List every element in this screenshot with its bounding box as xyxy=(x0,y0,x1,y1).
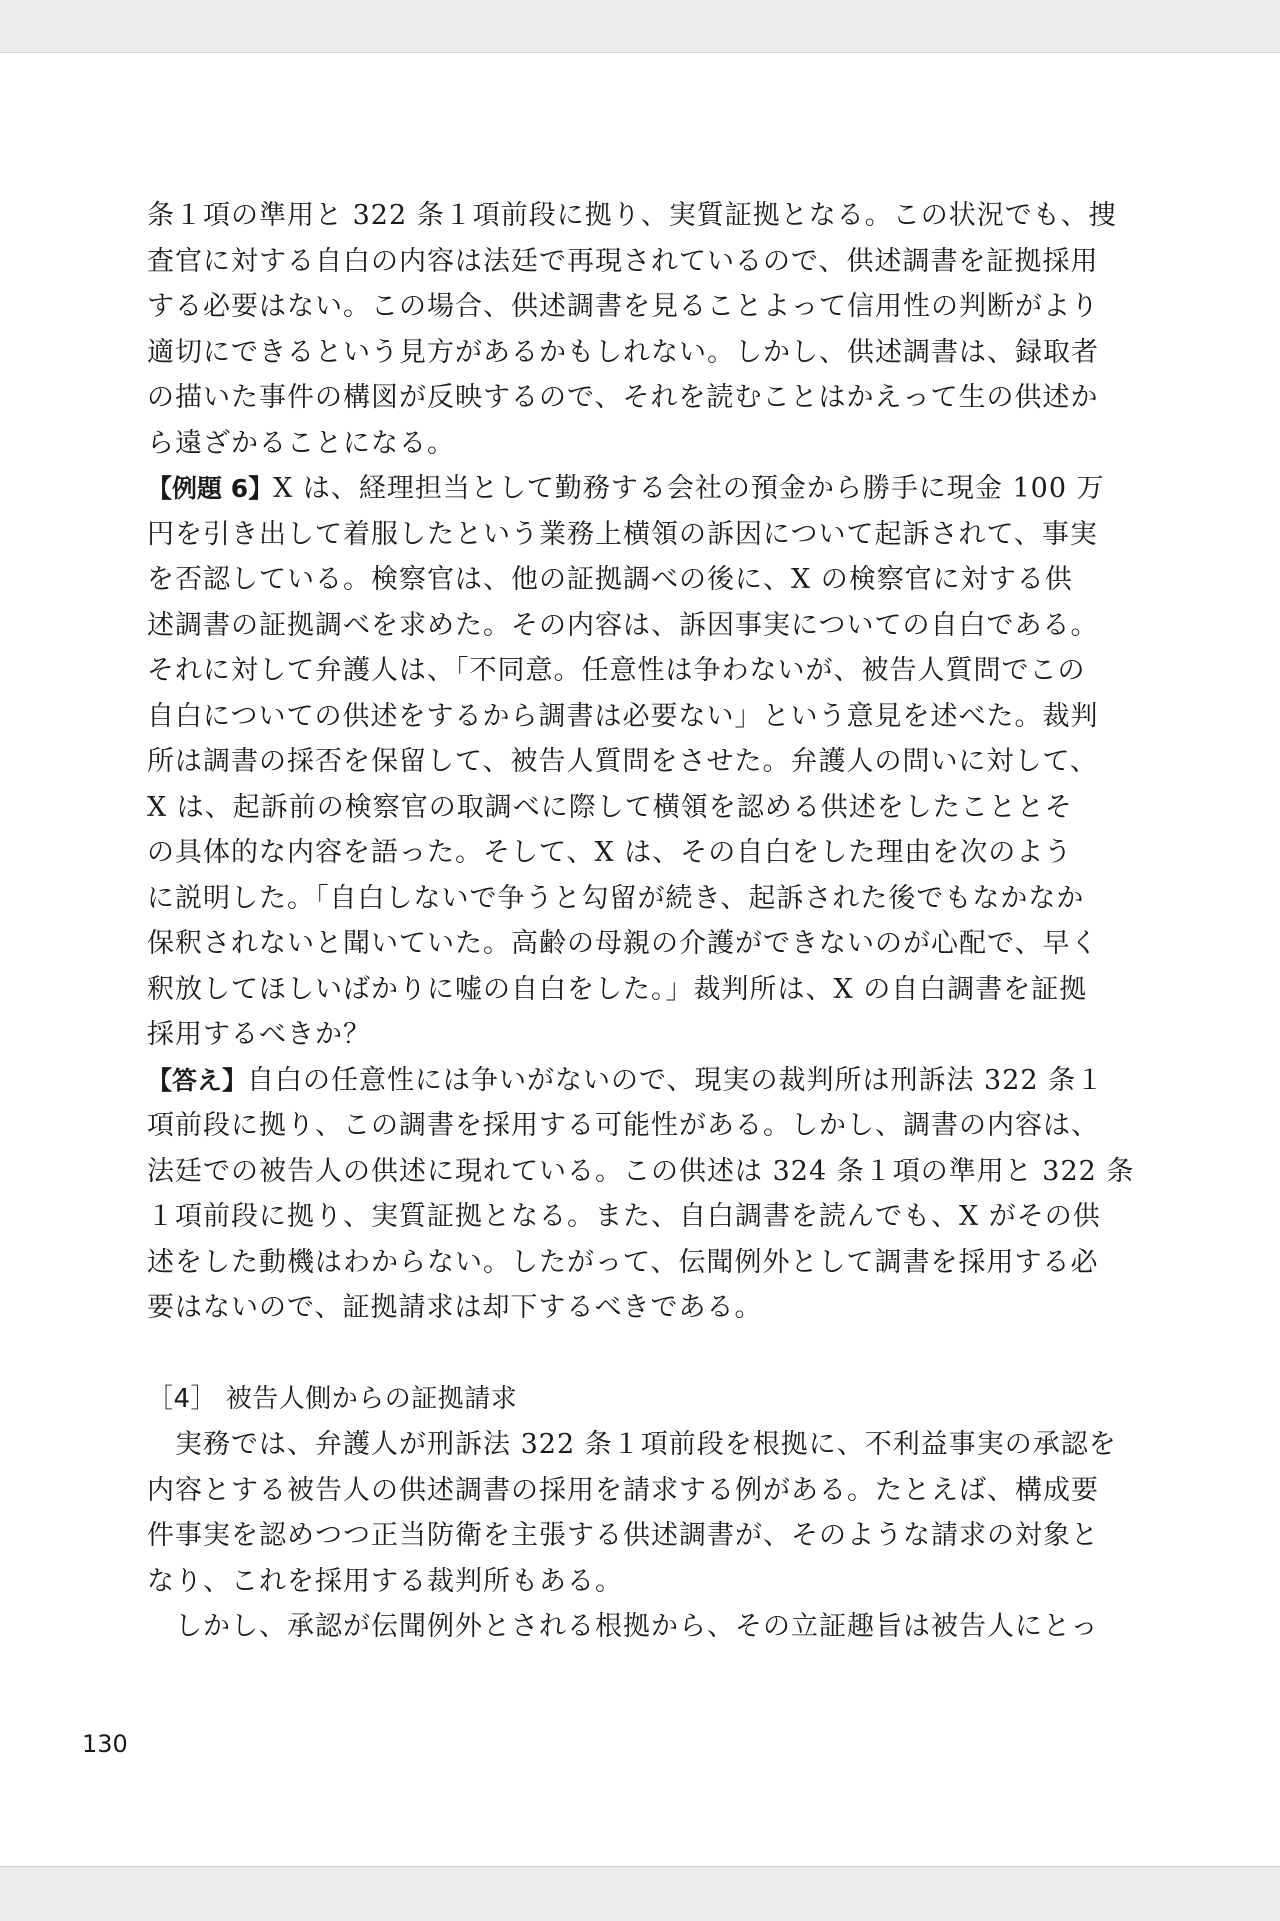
text-line: の具体的な内容を語った。そして、X は、その自白をした理由を次のよう xyxy=(147,837,1073,868)
text-line: 項前段に拠り、この調書を採用する可能性がある。しかし、調書の内容は、 xyxy=(147,1110,1099,1141)
text-line: する必要はない。この場合、供述調書を見ることよって信用性の判断がより xyxy=(147,291,1099,322)
section-spacer xyxy=(147,1331,1102,1377)
text-line: 円を引き出して着服したという業務上横領の訴因について起訴されて、事実 xyxy=(147,518,1098,550)
text-line: 述調書の証拠調べを求めた。その内容は、訴因事実についての自白である。 xyxy=(147,609,1099,641)
page-body xyxy=(147,193,1135,1650)
viewer-bottom-bar xyxy=(0,1866,1280,1921)
text-line: 査官に対する自白の内容は法廷で再現されているので、供述調書を証拠採用 xyxy=(147,245,1099,277)
example-first-line xyxy=(147,466,1105,512)
viewer-top-bar xyxy=(0,0,1280,53)
text-line: に説明した。「自白しないで争うと勾留が続き、起訴された後でもなかなか xyxy=(147,882,1085,914)
text-line: 条１項の準用と 322 条１項前段に拠り、実質証拠となる。この状況でも、捜 xyxy=(147,200,1117,231)
page-number: 130 xyxy=(82,1730,128,1758)
answer-label: 【答え】 xyxy=(147,1065,248,1095)
text-line: 採用するべきか？ xyxy=(147,1019,371,1050)
text-line: 自白についての供述をするから調書は必要ない」という意見を述べた。裁判 xyxy=(147,700,1099,732)
text-line: なり、これを採用する裁判所もある。 xyxy=(147,1565,623,1597)
text-line: 件事実を認めつつ正当防衛を主張する供述調書が、そのような請求の対象と xyxy=(147,1520,1099,1551)
text-line: 所は調書の採否を保留して、被告人質問をさせた。弁護人の問いに対して、 xyxy=(147,746,1098,777)
book-page xyxy=(0,53,1280,1865)
text-line: の描いた事件の構図が反映するので、それを読むことはかえって生の供述か xyxy=(147,382,1099,413)
text-line: 内容とする被告人の供述調書の採用を請求する例がある。たとえば、構成要 xyxy=(147,1474,1099,1506)
answer-text: 自白の任意性には争いがないので、現実の裁判所は刑訴法 322 条１ xyxy=(247,1064,1105,1096)
text-line: しかし、承認が伝聞例外とされる根拠から、その立証趣旨は被告人にとっ xyxy=(175,1611,1099,1642)
text-line: １項前段に拠り、実質証拠となる。また、自白調書を読んでも、X がその供 xyxy=(147,1201,1101,1232)
text-line: 述をした動機はわからない。したがって、伝聞例外として調書を採用する必 xyxy=(147,1246,1099,1278)
text-line: X は、起訴前の検察官の取調べに際して横領を認める供述をしたこととそ xyxy=(147,791,1073,823)
text-line: 法廷での被告人の供述に現れている。この供述は 324 条１項の準用と 322 条 xyxy=(147,1155,1135,1187)
example-label: 【例題 6】 xyxy=(147,474,274,503)
answer-first-line xyxy=(147,1058,1105,1104)
text-line: 適切にできるという見方があるかもしれない。しかし、供述調書は、録取者 xyxy=(147,336,1099,368)
section-heading: ［4］ 被告人側からの証拠請求 xyxy=(147,1383,518,1414)
text-line: 要はないので、証拠請求は却下するべきである。 xyxy=(147,1292,763,1323)
text-line: ら遠ざかることになる。 xyxy=(147,427,455,459)
example-text: X は、経理担当として勤務する会社の預金から勝手に現金 100 万 xyxy=(273,473,1105,504)
text-line: 釈放してほしいばかりに嘘の自白をした。」裁判所は、X の自白調書を証拠 xyxy=(147,973,1088,1005)
text-line: それに対して弁護人は、「不同意。任意性は争わないが、被告人質問でこの xyxy=(147,655,1086,686)
text-line: 実務では、弁護人が刑訴法 322 条１項前段を根拠に、不利益事実の承認を xyxy=(175,1429,1117,1460)
text-line: 保釈されないと聞いていた。高齢の母親の介護ができないのが心配で、早く xyxy=(147,928,1099,959)
text-line: を否認している。検察官は、他の証拠調べの後に、X の検察官に対する供 xyxy=(147,564,1073,595)
